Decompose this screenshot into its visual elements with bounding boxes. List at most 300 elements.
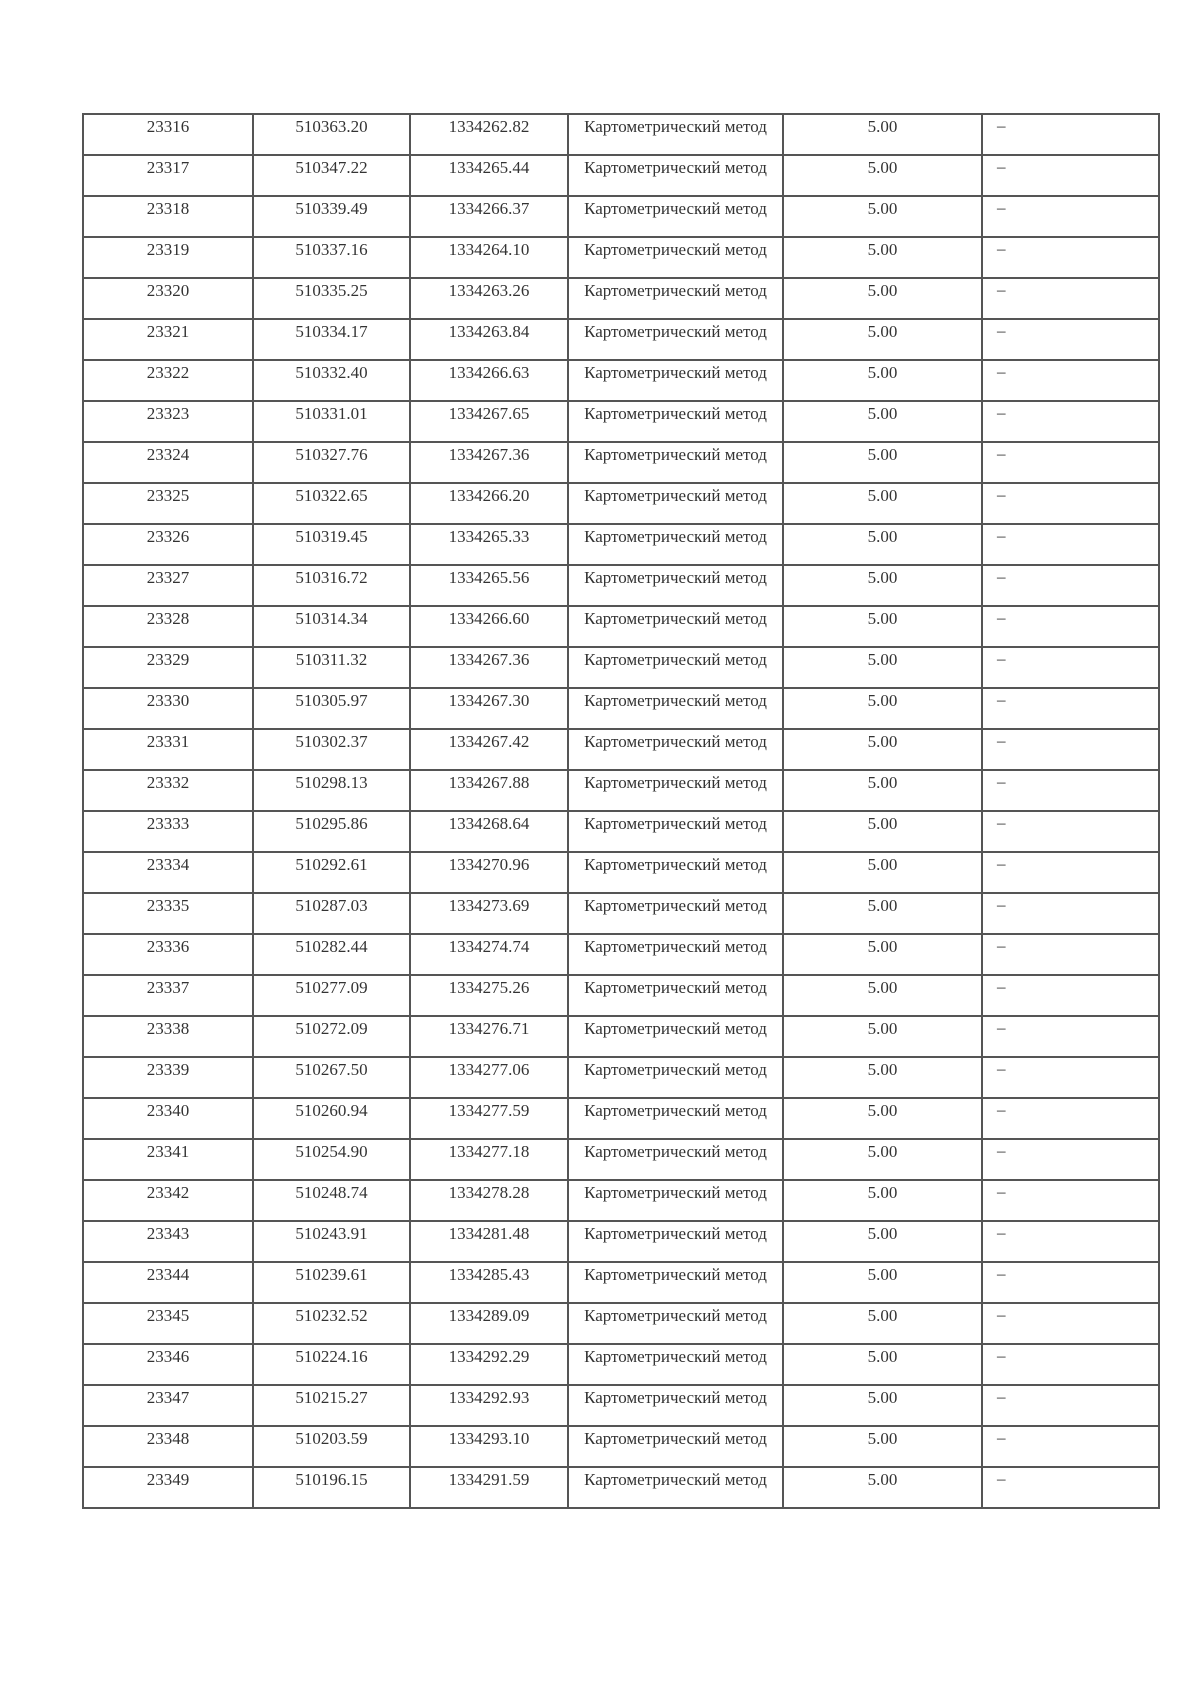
method-text: Картометрический метод	[584, 609, 767, 628]
accuracy-text: 5.00	[867, 814, 898, 833]
accuracy-cell	[783, 1180, 982, 1221]
point-number-text: 23334	[146, 855, 190, 874]
description-text: –	[997, 649, 1006, 668]
table-row	[83, 1139, 1159, 1180]
table-row	[83, 1098, 1159, 1139]
accuracy-text: 5.00	[867, 199, 898, 218]
x-coordinate-text: 510287.03	[295, 896, 368, 915]
description-text: –	[997, 1387, 1006, 1406]
method-cell	[568, 811, 783, 852]
accuracy-text: 5.00	[867, 1183, 898, 1202]
x-coordinate-cell	[253, 770, 410, 811]
point-number-cell	[83, 483, 253, 524]
method-cell	[568, 1057, 783, 1098]
x-coordinate-cell	[253, 319, 410, 360]
x-coordinate-cell	[253, 360, 410, 401]
point-number-cell	[83, 401, 253, 442]
description-text: –	[997, 116, 1006, 135]
point-number-text: 23347	[146, 1388, 190, 1407]
x-coordinate-cell	[253, 196, 410, 237]
accuracy-text: 5.00	[867, 1142, 898, 1161]
y-coordinate-cell	[410, 155, 568, 196]
method-text: Картометрический метод	[584, 117, 767, 136]
y-coordinate-text: 1334265.44	[448, 158, 530, 177]
description-cell	[982, 688, 1159, 729]
method-text: Картометрический метод	[584, 1142, 767, 1161]
method-text: Картометрический метод	[584, 1347, 767, 1366]
x-coordinate-text: 510314.34	[295, 609, 368, 628]
x-coordinate-cell	[253, 893, 410, 934]
method-cell	[568, 565, 783, 606]
x-coordinate-cell	[253, 606, 410, 647]
y-coordinate-cell	[410, 196, 568, 237]
method-cell	[568, 1098, 783, 1139]
accuracy-text: 5.00	[867, 527, 898, 546]
point-number-text: 23344	[146, 1265, 190, 1284]
y-coordinate-cell	[410, 1139, 568, 1180]
x-coordinate-cell	[253, 1221, 410, 1262]
table-row	[83, 442, 1159, 483]
x-coordinate-cell	[253, 1180, 410, 1221]
description-cell	[982, 1098, 1159, 1139]
x-coordinate-text: 510295.86	[295, 814, 368, 833]
x-coordinate-cell	[253, 1057, 410, 1098]
x-coordinate-text: 510224.16	[295, 1347, 368, 1366]
accuracy-cell	[783, 360, 982, 401]
accuracy-cell	[783, 155, 982, 196]
description-cell	[982, 237, 1159, 278]
method-text: Картометрический метод	[584, 1265, 767, 1284]
accuracy-cell	[783, 524, 982, 565]
accuracy-cell	[783, 196, 982, 237]
description-cell	[982, 975, 1159, 1016]
x-coordinate-text: 510277.09	[295, 978, 368, 997]
table-row	[83, 319, 1159, 360]
y-coordinate-text: 1334274.74	[448, 937, 530, 956]
table-row	[83, 1303, 1159, 1344]
description-text: –	[997, 1100, 1006, 1119]
x-coordinate-cell	[253, 1139, 410, 1180]
point-number-cell	[83, 1057, 253, 1098]
x-coordinate-text: 510332.40	[295, 363, 368, 382]
method-cell	[568, 442, 783, 483]
x-coordinate-cell	[253, 401, 410, 442]
point-number-cell	[83, 196, 253, 237]
accuracy-cell	[783, 647, 982, 688]
description-text: –	[997, 1059, 1006, 1078]
accuracy-cell	[783, 1016, 982, 1057]
accuracy-text: 5.00	[867, 322, 898, 341]
point-number-cell	[83, 442, 253, 483]
y-coordinate-cell	[410, 114, 568, 155]
y-coordinate-text: 1334265.56	[448, 568, 530, 587]
accuracy-text: 5.00	[867, 1347, 898, 1366]
description-text: –	[997, 895, 1006, 914]
accuracy-text: 5.00	[867, 1060, 898, 1079]
description-text: –	[997, 772, 1006, 791]
accuracy-cell	[783, 770, 982, 811]
description-text: –	[997, 239, 1006, 258]
method-cell	[568, 893, 783, 934]
point-number-cell	[83, 319, 253, 360]
table-row	[83, 155, 1159, 196]
x-coordinate-cell	[253, 688, 410, 729]
point-number-text: 23336	[146, 937, 190, 956]
accuracy-cell	[783, 606, 982, 647]
y-coordinate-cell	[410, 975, 568, 1016]
accuracy-cell	[783, 565, 982, 606]
description-text: –	[997, 362, 1006, 381]
method-text: Картометрический метод	[584, 486, 767, 505]
point-number-text: 23326	[146, 527, 190, 546]
description-cell	[982, 524, 1159, 565]
method-text: Картометрический метод	[584, 527, 767, 546]
point-number-cell	[83, 1426, 253, 1467]
y-coordinate-cell	[410, 565, 568, 606]
y-coordinate-cell	[410, 647, 568, 688]
method-text: Картометрический метод	[584, 240, 767, 259]
method-cell	[568, 1139, 783, 1180]
accuracy-text: 5.00	[867, 568, 898, 587]
y-coordinate-cell	[410, 524, 568, 565]
description-cell	[982, 934, 1159, 975]
point-number-cell	[83, 1221, 253, 1262]
x-coordinate-text: 510331.01	[295, 404, 368, 423]
y-coordinate-cell	[410, 688, 568, 729]
description-cell	[982, 155, 1159, 196]
x-coordinate-text: 510319.45	[295, 527, 368, 546]
x-coordinate-text: 510267.50	[295, 1060, 368, 1079]
x-coordinate-text: 510292.61	[295, 855, 368, 874]
x-coordinate-cell	[253, 934, 410, 975]
method-cell	[568, 852, 783, 893]
table-row	[83, 565, 1159, 606]
accuracy-cell	[783, 1344, 982, 1385]
point-number-cell	[83, 688, 253, 729]
accuracy-cell	[783, 442, 982, 483]
x-coordinate-cell	[253, 647, 410, 688]
method-cell	[568, 1385, 783, 1426]
y-coordinate-text: 1334273.69	[448, 896, 530, 915]
y-coordinate-cell	[410, 278, 568, 319]
description-cell	[982, 729, 1159, 770]
method-cell	[568, 278, 783, 319]
accuracy-cell	[783, 1426, 982, 1467]
y-coordinate-cell	[410, 1467, 568, 1508]
table-row	[83, 647, 1159, 688]
y-coordinate-text: 1334293.10	[448, 1429, 530, 1448]
description-cell	[982, 565, 1159, 606]
table-row	[83, 770, 1159, 811]
method-cell	[568, 1180, 783, 1221]
accuracy-text: 5.00	[867, 732, 898, 751]
point-number-text: 23321	[146, 322, 190, 341]
accuracy-cell	[783, 975, 982, 1016]
accuracy-text: 5.00	[867, 1470, 898, 1489]
method-cell	[568, 1262, 783, 1303]
description-text: –	[997, 731, 1006, 750]
table-row	[83, 729, 1159, 770]
description-text: –	[997, 157, 1006, 176]
y-coordinate-cell	[410, 770, 568, 811]
y-coordinate-cell	[410, 1016, 568, 1057]
x-coordinate-cell	[253, 1303, 410, 1344]
point-number-text: 23317	[146, 158, 190, 177]
point-number-cell	[83, 1098, 253, 1139]
x-coordinate-text: 510196.15	[295, 1470, 368, 1489]
method-cell	[568, 606, 783, 647]
y-coordinate-cell	[410, 483, 568, 524]
method-text: Картометрический метод	[584, 322, 767, 341]
method-text: Картометрический метод	[584, 773, 767, 792]
x-coordinate-text: 510327.76	[295, 445, 368, 464]
y-coordinate-text: 1334270.96	[448, 855, 530, 874]
point-number-text: 23332	[146, 773, 190, 792]
method-cell	[568, 729, 783, 770]
accuracy-cell	[783, 852, 982, 893]
method-cell	[568, 934, 783, 975]
description-cell	[982, 1344, 1159, 1385]
x-coordinate-text: 510203.59	[295, 1429, 368, 1448]
description-text: –	[997, 608, 1006, 627]
point-number-text: 23339	[146, 1060, 190, 1079]
x-coordinate-text: 510272.09	[295, 1019, 368, 1038]
accuracy-text: 5.00	[867, 445, 898, 464]
accuracy-text: 5.00	[867, 1265, 898, 1284]
point-number-cell	[83, 524, 253, 565]
accuracy-cell	[783, 811, 982, 852]
point-number-cell	[83, 1344, 253, 1385]
point-number-cell	[83, 114, 253, 155]
y-coordinate-cell	[410, 606, 568, 647]
point-number-cell	[83, 729, 253, 770]
description-cell	[982, 647, 1159, 688]
accuracy-text: 5.00	[867, 1388, 898, 1407]
point-number-cell	[83, 1385, 253, 1426]
x-coordinate-text: 510311.32	[295, 650, 368, 669]
x-coordinate-text: 510260.94	[295, 1101, 368, 1120]
y-coordinate-text: 1334276.71	[448, 1019, 530, 1038]
accuracy-text: 5.00	[867, 404, 898, 423]
accuracy-text: 5.00	[867, 240, 898, 259]
point-number-text: 23343	[146, 1224, 190, 1243]
method-text: Картометрический метод	[584, 1470, 767, 1489]
table-row	[83, 360, 1159, 401]
point-number-text: 23348	[146, 1429, 190, 1448]
point-number-text: 23318	[146, 199, 190, 218]
point-number-text: 23316	[146, 117, 190, 136]
y-coordinate-text: 1334263.84	[448, 322, 530, 341]
x-coordinate-cell	[253, 1262, 410, 1303]
description-cell	[982, 1262, 1159, 1303]
description-text: –	[997, 403, 1006, 422]
x-coordinate-text: 510305.97	[295, 691, 368, 710]
y-coordinate-text: 1334278.28	[448, 1183, 530, 1202]
method-text: Картометрический метод	[584, 937, 767, 956]
y-coordinate-text: 1334266.60	[448, 609, 530, 628]
accuracy-text: 5.00	[867, 773, 898, 792]
description-text: –	[997, 1305, 1006, 1324]
x-coordinate-cell	[253, 155, 410, 196]
accuracy-cell	[783, 893, 982, 934]
description-text: –	[997, 854, 1006, 873]
y-coordinate-cell	[410, 237, 568, 278]
method-cell	[568, 319, 783, 360]
description-cell	[982, 1426, 1159, 1467]
method-cell	[568, 1426, 783, 1467]
accuracy-text: 5.00	[867, 486, 898, 505]
method-text: Картометрический метод	[584, 1388, 767, 1407]
description-cell	[982, 401, 1159, 442]
point-number-cell	[83, 1139, 253, 1180]
method-text: Картометрический метод	[584, 158, 767, 177]
x-coordinate-text: 510339.49	[295, 199, 368, 218]
description-text: –	[997, 1182, 1006, 1201]
point-number-cell	[83, 155, 253, 196]
y-coordinate-cell	[410, 934, 568, 975]
y-coordinate-text: 1334267.65	[448, 404, 530, 423]
x-coordinate-cell	[253, 237, 410, 278]
description-cell	[982, 1180, 1159, 1221]
x-coordinate-cell	[253, 114, 410, 155]
x-coordinate-text: 510243.91	[295, 1224, 368, 1243]
table-row	[83, 606, 1159, 647]
method-cell	[568, 114, 783, 155]
y-coordinate-text: 1334265.33	[448, 527, 530, 546]
table-row	[83, 401, 1159, 442]
point-number-cell	[83, 1467, 253, 1508]
point-number-cell	[83, 811, 253, 852]
description-cell	[982, 770, 1159, 811]
description-text: –	[997, 1018, 1006, 1037]
x-coordinate-text: 510248.74	[295, 1183, 368, 1202]
method-text: Картометрический метод	[584, 445, 767, 464]
y-coordinate-cell	[410, 729, 568, 770]
accuracy-text: 5.00	[867, 363, 898, 382]
y-coordinate-cell	[410, 442, 568, 483]
point-number-cell	[83, 565, 253, 606]
x-coordinate-cell	[253, 975, 410, 1016]
description-text: –	[997, 1428, 1006, 1447]
method-text: Картометрический метод	[584, 1306, 767, 1325]
accuracy-text: 5.00	[867, 1224, 898, 1243]
point-number-cell	[83, 975, 253, 1016]
description-cell	[982, 811, 1159, 852]
y-coordinate-cell	[410, 852, 568, 893]
table-row	[83, 278, 1159, 319]
coordinates-table	[82, 113, 1160, 1509]
point-number-text: 23319	[146, 240, 190, 259]
method-text: Картометрический метод	[584, 732, 767, 751]
x-coordinate-cell	[253, 1016, 410, 1057]
x-coordinate-text: 510363.20	[295, 117, 368, 136]
accuracy-cell	[783, 1385, 982, 1426]
point-number-text: 23328	[146, 609, 190, 628]
y-coordinate-text: 1334266.20	[448, 486, 530, 505]
y-coordinate-cell	[410, 1180, 568, 1221]
accuracy-cell	[783, 688, 982, 729]
y-coordinate-text: 1334267.36	[448, 650, 530, 669]
x-coordinate-text: 510335.25	[295, 281, 368, 300]
table-row	[83, 975, 1159, 1016]
table-row	[83, 688, 1159, 729]
point-number-text: 23330	[146, 691, 190, 710]
method-cell	[568, 483, 783, 524]
y-coordinate-cell	[410, 1098, 568, 1139]
method-text: Картометрический метод	[584, 363, 767, 382]
description-cell	[982, 1221, 1159, 1262]
accuracy-text: 5.00	[867, 1306, 898, 1325]
method-cell	[568, 1467, 783, 1508]
y-coordinate-text: 1334285.43	[448, 1265, 530, 1284]
method-text: Картометрический метод	[584, 1019, 767, 1038]
y-coordinate-cell	[410, 360, 568, 401]
x-coordinate-text: 510347.22	[295, 158, 368, 177]
table-row	[83, 1262, 1159, 1303]
x-coordinate-cell	[253, 852, 410, 893]
point-number-text: 23342	[146, 1183, 190, 1202]
y-coordinate-cell	[410, 1303, 568, 1344]
accuracy-text: 5.00	[867, 117, 898, 136]
description-cell	[982, 1385, 1159, 1426]
y-coordinate-text: 1334268.64	[448, 814, 530, 833]
y-coordinate-text: 1334264.10	[448, 240, 530, 259]
accuracy-text: 5.00	[867, 609, 898, 628]
y-coordinate-text: 1334292.93	[448, 1388, 530, 1407]
point-number-cell	[83, 647, 253, 688]
accuracy-cell	[783, 1057, 982, 1098]
accuracy-text: 5.00	[867, 158, 898, 177]
y-coordinate-cell	[410, 1221, 568, 1262]
description-cell	[982, 1303, 1159, 1344]
x-coordinate-cell	[253, 565, 410, 606]
description-text: –	[997, 567, 1006, 586]
point-number-text: 23338	[146, 1019, 190, 1038]
y-coordinate-cell	[410, 401, 568, 442]
method-text: Картометрический метод	[584, 199, 767, 218]
point-number-cell	[83, 1303, 253, 1344]
table-row	[83, 483, 1159, 524]
y-coordinate-text: 1334262.82	[448, 117, 530, 136]
coordinates-table-body	[83, 114, 1159, 1508]
accuracy-cell	[783, 1139, 982, 1180]
accuracy-cell	[783, 237, 982, 278]
description-text: –	[997, 1469, 1006, 1488]
accuracy-cell	[783, 401, 982, 442]
description-text: –	[997, 1223, 1006, 1242]
description-text: –	[997, 977, 1006, 996]
method-text: Картометрический метод	[584, 281, 767, 300]
point-number-text: 23322	[146, 363, 190, 382]
accuracy-text: 5.00	[867, 1101, 898, 1120]
point-number-text: 23340	[146, 1101, 190, 1120]
y-coordinate-text: 1334266.37	[448, 199, 530, 218]
y-coordinate-cell	[410, 1057, 568, 1098]
method-text: Картометрический метод	[584, 1429, 767, 1448]
description-cell	[982, 1016, 1159, 1057]
x-coordinate-text: 510302.37	[295, 732, 368, 751]
description-cell	[982, 114, 1159, 155]
table-row	[83, 1467, 1159, 1508]
description-text: –	[997, 690, 1006, 709]
method-text: Картометрический метод	[584, 691, 767, 710]
x-coordinate-cell	[253, 1467, 410, 1508]
x-coordinate-text: 510322.65	[295, 486, 368, 505]
accuracy-text: 5.00	[867, 691, 898, 710]
point-number-text: 23320	[146, 281, 190, 300]
accuracy-cell	[783, 319, 982, 360]
y-coordinate-text: 1334291.59	[448, 1470, 530, 1489]
